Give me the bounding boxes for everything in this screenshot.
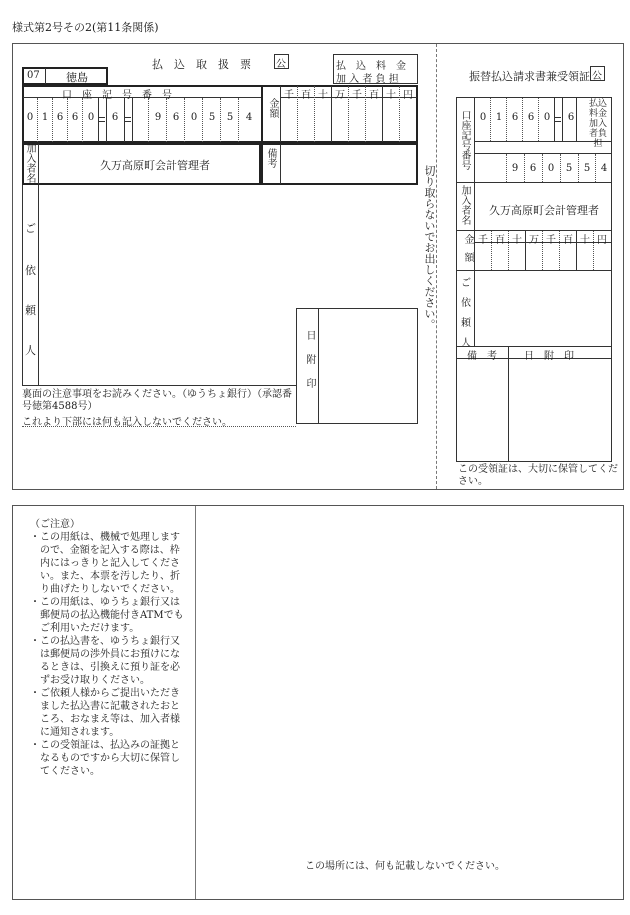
branch-name: 徳島 [66,71,88,84]
account-digit: 0 [190,112,198,123]
receipt-amount-unit: 十 [580,235,590,246]
amount-label: 金額 [267,98,278,118]
receipt-amount-unit: 十 [512,235,522,246]
note-item: ・この用紙は、機械で処理しますので、金額を記入する際は、枠内にはっきりと記入してください。また、本票を汚したり、折り曲げたりしないでください。 [30,532,180,595]
receipt-account-digit: 9 [511,163,519,174]
receipt-subscriber-name: 久万高原町会計管理者 [489,204,599,217]
slip-title: 払 込 取 扱 票 [152,58,251,71]
receipt-amount-unit: 万 [529,235,539,246]
notes-title: （ご注意） [30,519,80,530]
receipt-account-digit: 0 [547,163,555,174]
account-digit: 4 [245,112,253,123]
receipt-requester-char: 依 [461,298,471,309]
receipt-account-digit: 5 [565,163,573,174]
cut-line [436,44,437,489]
receipt-amount-unit: 千 [478,235,488,246]
branch-code: 07 [27,70,40,81]
amount-unit: 十 [318,90,328,101]
receipt-fee-label: 払込料金加入者負担 [588,99,607,149]
slip-fee-line2: 加 入 者 負 担 [336,74,399,85]
receipt-account-digit: 5 [583,163,591,174]
receipt-account-digit: 6 [511,112,519,123]
amount-unit: 千 [352,90,362,101]
requester-char: 依 [25,264,36,277]
receipt-account-digit: 0 [543,112,551,123]
account-digit: 1 [41,112,49,123]
amount-unit: 十 [386,90,396,101]
receipt-account-label: 口座記号番号 [459,110,470,170]
requester-char: 人 [25,344,36,357]
account-digit: 6 [111,112,119,123]
receipt-table [456,97,612,462]
receipt-remarks-label: 備 考 [467,351,497,362]
note-item: ・この払込書を、ゆうちょ銀行又は郵便局の渉外員にお預けになるときは、引換えに預り証を必ずお受け取りください。 [30,636,180,686]
receipt-requester-char: 人 [461,338,471,349]
amount-unit: 百 [301,90,311,101]
account-digit: 0 [87,112,95,123]
cut-line-text: 切り取らないでお出しください。 [423,165,436,330]
amount-unit: 百 [369,90,379,101]
back-divider [195,506,196,899]
receipt-amount-unit: 百 [495,235,505,246]
requester-char: ご [25,222,36,235]
receipt-requester-char: 頼 [461,318,471,329]
note-item: ・ご依頼人様からご提出いただきました払込書に記載されたおところ、おなまえ等は、加入者様に通知されます。 [30,688,180,738]
requester-char: 頼 [25,304,36,317]
subscriber-label: 加入者名 [24,143,35,183]
receipt-title: 振替払込請求書兼受領証 [469,70,590,83]
note-item: ・この用紙は、ゆうちょ銀行又は郵便局の払込機能付きATMでもご利用いただけます。 [30,597,184,634]
receipt-keep-notice: この受領証は、大切に保管してください。 [458,464,618,487]
slip-notice: 裏面の注意事項をお読みください。（ゆうちょ銀行）（承認番号徳第4588号） [22,389,292,412]
remarks-box [261,143,418,185]
slip-fee-line1: 払 込 料 金 [336,61,406,72]
receipt-amount-label: 金額 [462,234,473,270]
account-digit: 6 [56,112,64,123]
account-digit: 6 [71,112,79,123]
no-write-area: この場所には、何も記載しないでください。 [305,861,505,872]
note-item: ・この受領証は、払込みの証拠となるものですから大切に保管してください。 [30,740,180,777]
receipt-kou-mark: 公 [590,66,605,81]
notes-section [30,518,185,778]
account-digit: 5 [226,112,234,123]
no-write-below: これより下部には何も記入しないでください。 [22,417,232,428]
receipt-amount-unit: 千 [546,235,556,246]
account-digit: 0 [26,112,34,123]
receipt-account-digit: 6 [529,163,537,174]
receipt-requester-char: ご [461,278,471,289]
account-header: 口 座 記 号 番 号 [62,90,172,101]
receipt-account-digit: 4 [600,163,608,174]
account-digit: 9 [154,112,162,123]
remarks-label: 備考 [265,148,276,168]
amount-unit: 万 [335,90,345,101]
account-digit: 6 [172,112,180,123]
receipt-stamp-label: 日 附 印 [524,351,574,362]
receipt-amount-unit: 百 [563,235,573,246]
amount-unit: 千 [284,90,294,101]
subscriber-name: 久万高原町会計管理者 [100,159,210,172]
form-label: 様式第2号その2(第11条関係) [12,21,159,34]
slip-stamp-label: 日附印 [304,330,315,402]
account-digit: 5 [208,112,216,123]
amount-unit: 円 [403,90,413,101]
receipt-account-digit: 0 [479,112,487,123]
slip-kou-mark: 公 [274,54,289,69]
receipt-amount-unit: 円 [597,235,607,246]
receipt-account-digit: 6 [567,112,575,123]
receipt-account-digit: 1 [495,112,503,123]
receipt-subscriber-label: 加入者名 [459,185,470,225]
receipt-account-digit: 6 [527,112,535,123]
